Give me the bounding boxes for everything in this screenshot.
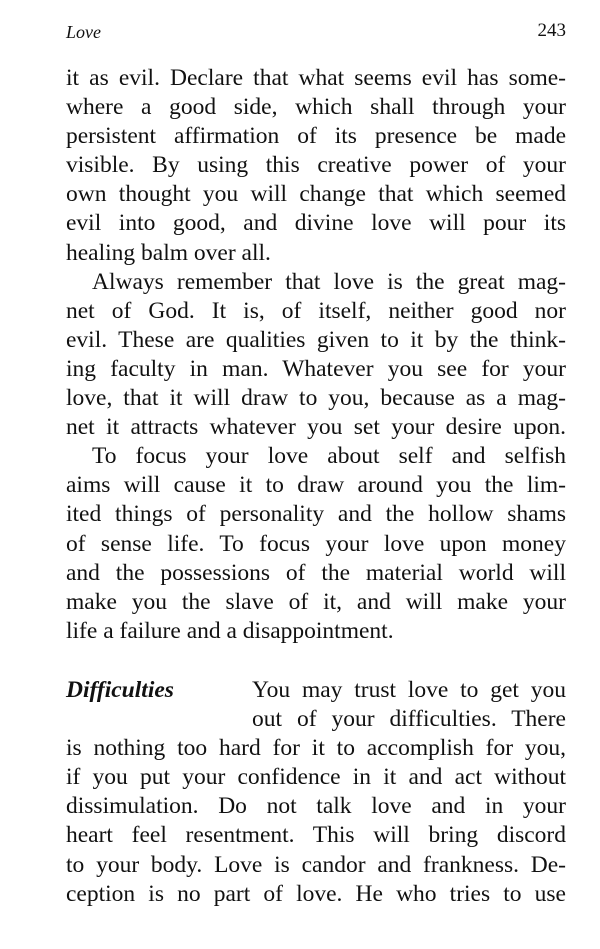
text-line: heart feel resentment. This will bring discord <box>66 822 566 849</box>
text-line: make you the slave of it, and will make your <box>66 588 566 615</box>
running-header <box>66 20 566 44</box>
text-line: net of God. It is, of itself, neither good nor <box>66 297 566 324</box>
text-line: net it attracts whatever you set your desire upon. <box>66 414 566 441</box>
text-line: if you put your confidence in it and act without <box>66 764 566 791</box>
text-line: of sense life. To focus your love upon money <box>66 530 566 557</box>
text-line: to your body. Love is candor and frankness. De- <box>66 851 566 878</box>
text-line: ited things of personality and the hollow shams <box>66 501 566 528</box>
text-line: ception is no part of love. He who tries to use <box>66 880 566 907</box>
text-line: ing faculty in man. Whatever you see for your <box>66 355 566 382</box>
text-line: You may trust love to get you <box>252 677 566 703</box>
text-line: and the possessions of the material world will <box>66 559 566 586</box>
side-heading: Difficulties <box>66 677 174 703</box>
text-line: evil into good, and divine love will pour its <box>66 210 566 237</box>
page-number: 243 <box>537 20 566 41</box>
running-title: Love <box>66 22 101 42</box>
text-line: dissimulation. Do not talk love and in your <box>66 793 566 820</box>
text-line: out of your difficulties. There <box>252 706 566 733</box>
text-line: where a good side, which shall through your <box>66 94 566 121</box>
text-line: healing balm over all. <box>66 239 271 266</box>
text-line: evil. These are qualities given to it by the think- <box>66 326 566 353</box>
text-line: visible. By using this creative power of your <box>66 152 566 179</box>
body-text-section-1 <box>66 64 566 646</box>
body-text-section-2 <box>66 676 566 909</box>
text-line: it as evil. Declare that what seems evil has some- <box>66 65 566 91</box>
text-line: To focus your love about self and selfish <box>92 443 566 470</box>
text-line: Always remember that love is the great mag- <box>92 268 566 295</box>
text-line: love, that it will draw to you, because as a mag- <box>66 385 566 412</box>
text-line: life a failure and a disappointment. <box>66 617 394 644</box>
text-line: own thought you will change that which seemed <box>66 181 566 208</box>
text-line: is nothing too hard for it to accomplish for you, <box>66 735 566 762</box>
text-line: persistent affirmation of its presence be made <box>66 123 566 150</box>
text-line: aims will cause it to draw around you the lim- <box>66 472 566 499</box>
